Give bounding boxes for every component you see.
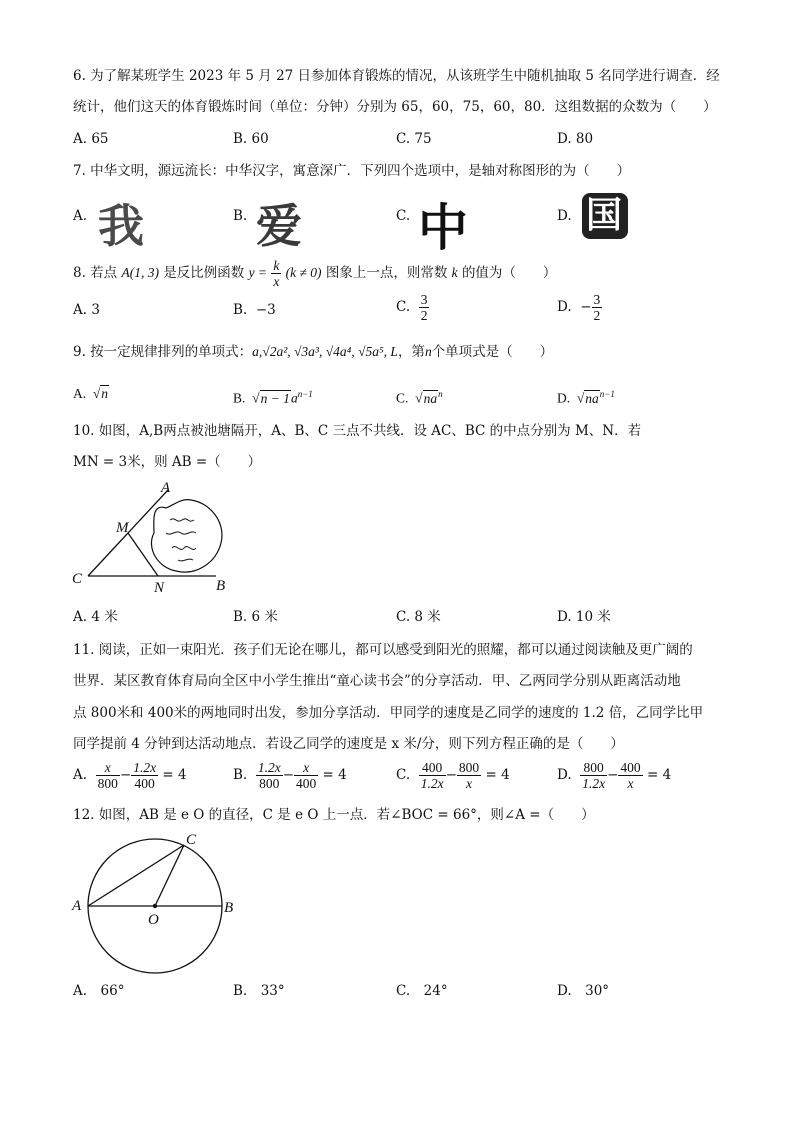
q11-option-c-n2: 800 — [458, 760, 480, 775]
q11-option-d-rhs: = 4 — [646, 767, 672, 783]
q11-option-d-n1: 800 — [580, 760, 607, 776]
q11-option-d-d1: 1.2x — [582, 776, 606, 791]
q9-option-d: D. $√na^{n-1}$ — [557, 389, 615, 406]
q11-stem-line2: 世界．某区教育体育局向全区中小学生推出“童心读书会”的分享活动．甲、乙两同学分别从距离活动地 — [73, 673, 681, 689]
q11-stem-line3: 点 800米和 400米的两地同时出发，参加分享活动．甲同学的速度是乙同学的速度的 1.2 倍，乙同学比甲 — [73, 705, 704, 721]
q10-label-c: C — [72, 571, 83, 587]
q11-option-a-frac2 — [131, 760, 158, 791]
q12-stem: 12. 如图，AB 是 e O 的直径，C 是 e O 上一点．若∠BOC = 66°，则∠A =（ ） — [73, 807, 595, 823]
q8-point: A(1, 3) — [121, 265, 159, 280]
q12-label-o: O — [148, 912, 159, 928]
q11-stem-line1: 11. 阅读，正如一束阳光．孩子们无论在哪儿，都可以感受到阳光的照耀，都可以通过阅读触及更广阔的 — [73, 642, 693, 658]
q10-label-n: N — [154, 580, 165, 596]
q10-stem-line2: MN = 3米，则 AB =（ ） — [73, 454, 262, 470]
q9-option-a-radicand: n — [101, 386, 109, 401]
q11-option-c-d2: x — [466, 776, 473, 791]
q11-option-b-frac2 — [294, 760, 318, 791]
q6-stem-line2: 统计，他们这天的体育锻炼时间（单位：分钟）分别为 65，60，75，60，80．这组数据的众数为（ ） — [73, 99, 717, 115]
q11-option-b-rhs: = 4 — [322, 767, 347, 783]
q6-option-c: C. 75 — [396, 131, 432, 147]
q11-option-a-label: A. — [73, 767, 88, 783]
q8-var: k — [451, 265, 458, 280]
q8-option-d-den: 2 — [593, 308, 601, 323]
q7-stem: 7. 中华文明，源远流长：中华汉字，寓意深广．下列四个选项中，是轴对称图形的为（ ） — [73, 163, 631, 179]
q11-option-a-rhs: = 4 — [162, 767, 187, 783]
q8-option-c — [396, 292, 429, 323]
q9-text-3: 个单项式是（ ） — [431, 344, 554, 360]
q9-option-c-label: C. — [396, 390, 409, 406]
q9-option-b: B. $√n - 1a^{n-1}$ — [233, 389, 313, 406]
q8-fn-fraction — [271, 258, 281, 289]
q8-fn-num: k — [273, 258, 280, 273]
q11-option-b-d1: 800 — [259, 776, 280, 791]
q11-option-c-frac1 — [419, 760, 446, 791]
q10-label-a: A — [161, 480, 171, 496]
q11-option-d: D. $\frac{800}{1.2x}$ − $\frac{400}{x}$ = 4 — [557, 760, 672, 791]
q10-pond-outline — [151, 500, 221, 572]
q10-option-b: B. 6 米 — [233, 609, 278, 625]
q9-option-b-exp: n−1 — [297, 389, 313, 399]
q11-option-c-frac2 — [457, 760, 481, 791]
q11-option-b: B. $\frac{1.2x}{800}$ − $\frac{x}{400}$ = 4 — [233, 760, 347, 791]
q8-option-a-label: A. — [73, 302, 88, 318]
q9-option-d-exp: n−1 — [599, 389, 615, 399]
q9-option-c-radicand: na — [423, 390, 438, 406]
q11-option-b-d2: 400 — [296, 776, 317, 791]
q6-option-b: B. 60 — [233, 131, 269, 147]
q9-option-d-label: D. — [557, 390, 571, 406]
q8-text-3: 图象上一点，则常数 — [325, 265, 448, 281]
q10-option-c: C. 8 米 — [396, 609, 441, 625]
q8-option-c-fraction — [419, 292, 430, 323]
q11-option-a-d1: 800 — [97, 776, 118, 791]
q9-seq-rest: ,√2a², √3a³, √4a⁴, √5a⁵, L — [258, 344, 398, 359]
q11-option-c-label: C. — [396, 767, 411, 783]
q8-option-b-value: −3 — [255, 302, 276, 318]
q11-option-d-frac1 — [580, 760, 607, 791]
q9-option-b-label: B. — [233, 390, 246, 406]
q11-option-b-n1: 1.2x — [257, 760, 281, 775]
q9-option-d-radicand: na — [585, 390, 599, 406]
q10-label-m: M — [116, 520, 129, 536]
q11-option-d-frac2 — [618, 760, 642, 791]
q12-label-a: A — [72, 898, 82, 914]
q7-glyph-guo: 国 — [586, 195, 623, 236]
q10-pond-ripples — [166, 519, 196, 561]
q11-option-d-d2: x — [627, 776, 634, 791]
q12-option-d: D. 30° — [557, 983, 610, 999]
q9-option-b-radicand: n − 1 — [260, 390, 290, 406]
q9-text-2: ，第 — [397, 344, 425, 360]
q10-option-d: D. 10 米 — [557, 609, 611, 625]
q8-fn-lhs: y = — [248, 265, 268, 280]
q8-text-1: 8. 若点 — [73, 265, 118, 281]
q9-option-a: A. √n — [73, 386, 109, 401]
q11-option-a-d2: 400 — [134, 776, 155, 791]
q7-option-c-label: C. — [396, 208, 411, 224]
q12-circle-diagram — [66, 828, 251, 978]
q12-option-a: A. 66° — [73, 983, 125, 999]
q8-option-d — [557, 292, 602, 323]
q8-option-b-label: B. — [233, 302, 248, 318]
q9-seq-a: a — [252, 344, 259, 359]
q8-option-d-num: 3 — [593, 292, 601, 307]
q12-option-c: C. 24° — [396, 983, 448, 999]
q7-glyph-wo: 我 — [98, 199, 144, 253]
q9-stem — [73, 342, 553, 362]
q11-option-b-frac1 — [256, 760, 283, 791]
q10-label-b: B — [216, 578, 226, 594]
q11-option-b-n2: x — [294, 760, 318, 776]
q11-option-c-rhs: = 4 — [485, 767, 510, 783]
q7-glyph-guo-box — [582, 193, 628, 239]
q8-option-b — [233, 300, 276, 320]
q10-option-a: A. 4 米 — [73, 609, 118, 625]
q7-glyph-zhong: 中 — [418, 199, 468, 257]
q9-option-c: C. $√na^n$ — [396, 389, 443, 406]
q8-text-4: 的值为（ ） — [461, 265, 557, 281]
q9-option-b-base: a — [290, 390, 298, 406]
q12-label-b: B — [224, 900, 234, 916]
q6-option-a: A. 65 — [73, 131, 109, 147]
q11-option-d-n2: 400 — [620, 760, 641, 775]
q7-option-a-label: A. — [73, 208, 88, 224]
q8-option-c-num: 3 — [420, 292, 428, 307]
q7-option-b-label: B. — [233, 208, 248, 224]
q11-option-b-label: B. — [233, 767, 248, 783]
q9-option-c-exp: n — [438, 389, 443, 399]
q11-option-c-n1: 400 — [419, 760, 446, 776]
q8-option-a — [73, 300, 100, 320]
q9-n: n — [424, 344, 432, 359]
q12-center-point — [153, 904, 157, 908]
q9-text-1: 9. 按一定规律排列的单项式： — [73, 344, 253, 360]
q11-option-d-label: D. — [557, 767, 572, 783]
q6-option-d: D. 80 — [557, 131, 594, 147]
q12-option-b: B. 33° — [233, 983, 285, 999]
q11-option-a: A. $\frac{x}{800}$ − $\frac{1.2x}{400}$ = 4 — [73, 760, 187, 791]
q8-option-c-den: 2 — [420, 308, 428, 323]
q10-stem-line1: 10. 如图，A,B两点被池塘隔开，A、B、C 三点不共线．设 AC、BC 的中点分别为 M、N．若 — [73, 423, 642, 439]
q8-option-d-sign: − — [580, 299, 592, 315]
q11-option-a-n2: 1.2x — [133, 760, 157, 775]
q8-fn-cond: (k ≠ 0) — [285, 265, 322, 280]
q11-option-c: C. $\frac{400}{1.2x}$ − $\frac{800}{x}$ = 4 — [396, 760, 510, 791]
q10-triangle-diagram — [66, 478, 236, 598]
q11-option-c-d1: 1.2x — [420, 776, 444, 791]
q8-option-d-label: D. — [557, 299, 572, 315]
q8-option-c-label: C. — [396, 299, 411, 315]
q6-stem-line1: 6. 为了解某班学生 2023 年 5 月 27 日参加体育锻炼的情况，从该班学生中随机抽取 5 名同学进行调查．经 — [73, 68, 720, 84]
q11-option-a-frac1 — [96, 760, 120, 791]
q12-label-c: C — [186, 832, 197, 848]
q11-option-a-n1: x — [96, 760, 120, 776]
q9-option-a-label: A. — [73, 386, 87, 401]
q11-stem-line4: 同学提前 4 分钟到达活动地点．若设乙同学的速度是 x 米/分，则下列方程正确的是（ ） — [73, 736, 624, 752]
q7-option-d-label: D. — [557, 208, 572, 224]
q8-option-d-fraction — [592, 292, 603, 323]
q8-option-a-value: 3 — [91, 302, 100, 318]
q8-text-2: 是反比例函数 — [163, 265, 245, 281]
q8-stem — [73, 258, 556, 289]
q8-fn-den: x — [273, 274, 280, 289]
q7-glyph-ai: 爱 — [256, 199, 302, 253]
